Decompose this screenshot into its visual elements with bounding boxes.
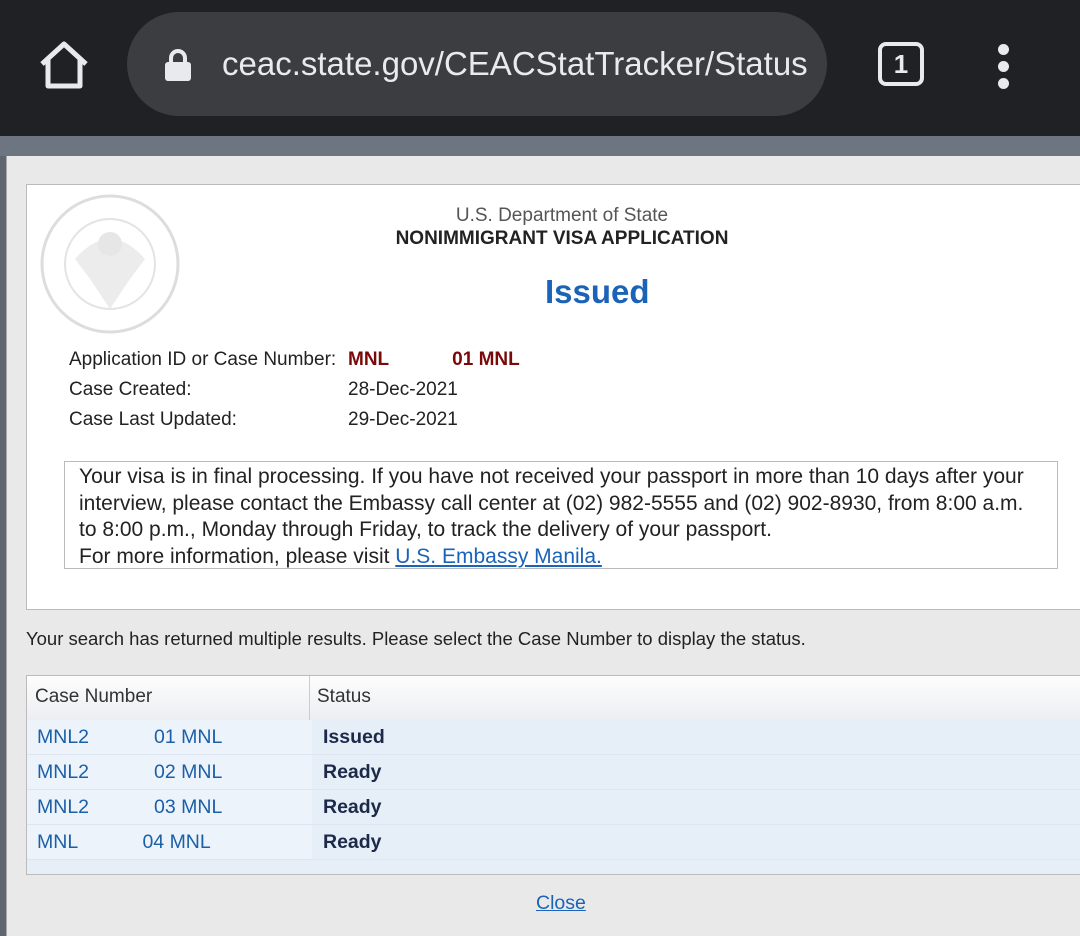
url-text: ceac.state.gov/CEACStatTracker/Status [222, 45, 808, 82]
header-case-number: Case Number [27, 676, 310, 720]
table-row [27, 825, 1080, 860]
status-message-text: Your visa is in final processing. If you have not received your passport in more than 10 days after your interview, please contact the Embassy call center at (02) 982-5555 and (02) 902-8930, from 8:00 a.m. to 8:00 p.m., Monday through Friday, to track the delivery of your passport. [79, 465, 1024, 541]
table-header [27, 676, 1080, 720]
case-number-link[interactable]: MNL2 01 MNL [27, 720, 312, 754]
case-number-link[interactable]: MNL2 03 MNL [27, 790, 312, 824]
case-updated-label: Case Last Updated: [69, 409, 237, 430]
cases-table [26, 675, 1080, 875]
more-info-text: For more information, please visit [79, 544, 396, 568]
home-icon[interactable] [38, 40, 90, 90]
case-status-cell: Ready [323, 831, 382, 853]
table-row [27, 790, 1080, 825]
application-type: NONIMMIGRANT VISA APPLICATION [395, 228, 729, 249]
close-link[interactable]: Close [536, 892, 586, 914]
case-updated-value: 29-Dec-2021 [348, 409, 458, 430]
tab-switcher-button[interactable]: 1 [878, 42, 924, 86]
search-note: Your search has returned multiple results. Please select the Case Number to display the status. [26, 628, 806, 649]
status-dialog [6, 156, 1080, 936]
more-menu-icon[interactable] [998, 44, 1012, 95]
embassy-link[interactable]: U.S. Embassy Manila. [395, 544, 602, 568]
case-status: Issued [545, 273, 650, 310]
table-row [27, 755, 1080, 790]
case-created-label: Case Created: [69, 379, 192, 400]
case-number-link[interactable]: MNL2 02 MNL [27, 755, 312, 789]
app-id-label: Application ID or Case Number: [69, 349, 337, 370]
header-status: Status [317, 686, 371, 707]
app-id-value: MNL 01 MNL [348, 349, 520, 370]
status-message [64, 461, 1058, 569]
case-created-value: 28-Dec-2021 [348, 379, 458, 400]
lock-icon [163, 48, 193, 82]
table-row [27, 720, 1080, 755]
case-status-cell: Issued [323, 726, 385, 748]
department-name: U.S. Department of State [455, 205, 669, 226]
browser-toolbar [0, 0, 1080, 136]
address-bar[interactable] [127, 12, 827, 116]
status-panel [26, 184, 1080, 610]
case-number-link[interactable]: MNL 04 MNL [27, 825, 312, 859]
case-status-cell: Ready [323, 761, 382, 783]
page-background [0, 136, 1080, 156]
case-status-cell: Ready [323, 796, 382, 818]
